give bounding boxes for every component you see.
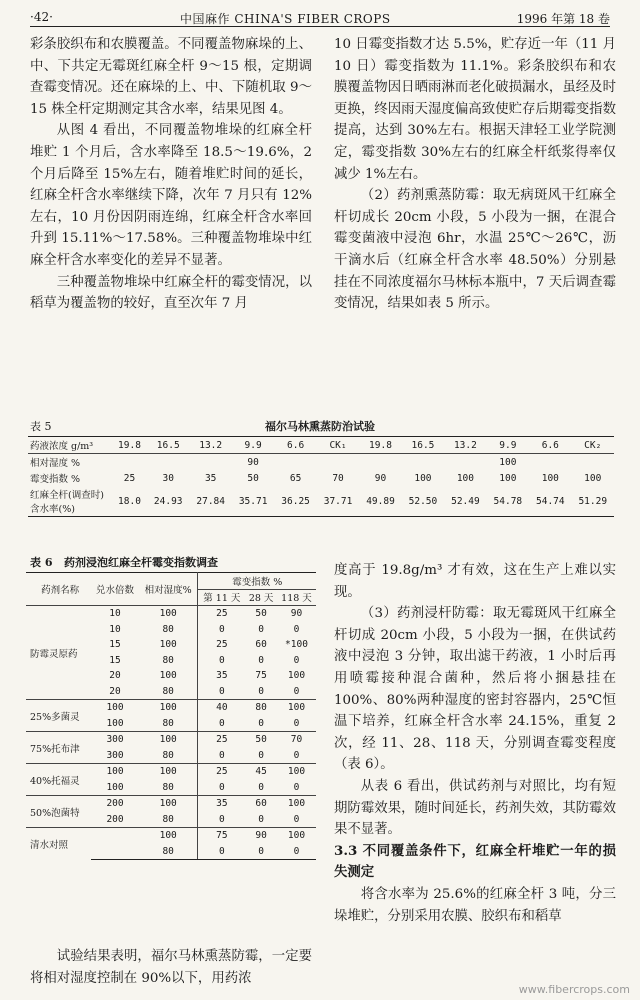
table5-cell: 18.0: [112, 486, 147, 517]
table6-cell: 300: [106, 749, 124, 761]
table6-cell: 35: [198, 796, 245, 812]
table5-cell: CK₁: [317, 437, 359, 454]
table6-cell: 0: [218, 685, 225, 697]
table6-row: [26, 700, 316, 716]
table6-cell: 80: [139, 748, 198, 764]
table5-label: 表 5: [30, 420, 52, 433]
table6-cell: 15: [109, 654, 121, 666]
table5-cell: [147, 454, 189, 471]
table6-cell: 0: [293, 685, 300, 697]
table6-cell: 0: [198, 844, 245, 860]
table5-cell: 19.8: [359, 437, 401, 454]
table5-cell: [444, 454, 486, 471]
table6-cell: 0: [293, 813, 300, 825]
table6-cell: 0: [258, 717, 264, 729]
table6-group-name: 25%多菌灵: [26, 700, 91, 732]
table5-cell: 13.2: [189, 437, 231, 454]
table6-caption: [30, 554, 218, 570]
table6-cell: 100: [277, 764, 316, 780]
paragraph: 度高于 19.8g/m³ 才有效，这在生产上难以实现。: [334, 563, 616, 600]
watermark: www.fibercrops.com: [518, 983, 630, 996]
table6-cell: 100: [139, 606, 198, 622]
table5-cell: 36.25: [274, 486, 316, 517]
table6-cell: 20: [109, 670, 121, 682]
table5-cell: 16.5: [147, 437, 189, 454]
table6-cell: 100: [139, 637, 198, 653]
table5-cell: 35: [204, 472, 217, 484]
table6-cell: 25: [198, 732, 245, 748]
table6-cell: 100: [277, 700, 316, 716]
table6-cell: 100: [277, 796, 316, 812]
paragraph: 三种覆盖物堆垛中红麻全杆的霉变情况，以稻草为覆盖物的较好，直至次年 7 月: [30, 274, 312, 312]
table6-cell: 80: [139, 780, 198, 796]
col-header-dilution: 兑水倍数: [91, 573, 139, 606]
table5-cell: 16.5: [402, 437, 444, 454]
table6-cell: 80: [139, 716, 198, 732]
table5-cell: 19.8: [112, 437, 147, 454]
table5-row-label: 霉变指数 %: [30, 474, 81, 485]
table6-cell: 80: [139, 812, 198, 828]
table5-cell: 65: [289, 472, 302, 484]
table6-cell: 0: [218, 781, 225, 793]
table6-cell: 0: [293, 717, 300, 729]
table5-cell: 70: [332, 472, 344, 484]
table5-cell: 30: [162, 472, 174, 484]
table6-cell: 0: [277, 844, 316, 860]
paragraph: （2）药剂熏蒸防霉：取无病斑风干红麻全杆切成长 20cm 小段，5 小段为一捆，在混合霉变菌液中浸泡 6hr，水温 25℃～26℃，沥干滴水后（红麻全杆含水率 48.50%）分别悬挂在不同浓度福尔马林标本瓶中，7 天后调查霉变情况，结果如表 5 所示。: [334, 188, 616, 312]
table6-cell: 60: [255, 639, 267, 651]
table6-row: [26, 796, 316, 812]
paragraph: 从图 4 看出，不同覆盖物堆垛的红麻全杆堆贮 1 个月后，含水率降至 18.5～19.6%，2 个月后降至 15%左右，随着堆贮时间的延长，红麻全杆含水率继续下降，次年 7 月只有 12%左右，10 月份因阴雨连绵，红麻全杆含水率回升到 15.11%～17.58%。三种覆盖物堆垛中红麻全杆含水率变化的差异不显著。: [30, 123, 312, 268]
col-header-day28: 28 天: [248, 593, 274, 605]
table6-cell: 20: [109, 685, 121, 697]
table5-cell: 52.49: [444, 486, 486, 517]
table6-cell: 300: [91, 732, 139, 748]
table6-cell: 0: [218, 749, 225, 761]
table5-cell: 100: [541, 472, 559, 484]
table6-cell: 50: [245, 606, 277, 622]
issue-info: 1996 年第 18 卷: [516, 12, 610, 26]
table6-cell: 200: [106, 813, 124, 825]
table6-cell: 70: [277, 732, 316, 748]
table6-cell: 60: [245, 796, 277, 812]
table6-row: [26, 606, 316, 622]
table6-row: [26, 732, 316, 748]
table6-cell: 80: [139, 653, 198, 669]
table6-cell: 100: [91, 764, 139, 780]
table5-cell: 13.2: [444, 437, 486, 454]
table6-cell: 0: [245, 844, 277, 860]
table5-row: [28, 437, 614, 454]
table6-cell: 100: [139, 828, 198, 844]
table5-row-label: 红麻全杆(调查时)含水率(%): [28, 486, 112, 517]
table5-cell: 54.74: [529, 486, 571, 517]
table6-row: [26, 828, 316, 844]
table6-cell: 50: [245, 732, 277, 748]
table5: [28, 436, 614, 517]
table6-cell: 40: [198, 700, 245, 716]
left-column-bottom: [30, 946, 312, 989]
table6-cell: 100: [277, 828, 316, 844]
table6-cell: [91, 828, 139, 844]
table6-cell: 80: [139, 844, 198, 860]
paragraph: 从表 6 看出，供试药剂与对照比，均有短期防霉效果，随时间延长，药剂失效，其防霉效果不显著。: [334, 778, 616, 838]
running-header: [30, 8, 610, 27]
table6-cell: 0: [258, 685, 264, 697]
table6-group-name: 防霉灵原药: [26, 606, 91, 700]
table6-cell: 25: [198, 764, 245, 780]
table6-cell: 0: [218, 813, 225, 825]
table6-label: 表 6: [30, 556, 53, 569]
table5-cell: 6.6: [274, 437, 316, 454]
table5-cell: 37.71: [317, 486, 359, 517]
table5-cell: 6.6: [529, 437, 571, 454]
table6-group-name: 50%泡菌特: [26, 796, 91, 828]
table5-cell: [572, 454, 614, 471]
table5-cell: [402, 454, 444, 471]
table6-cell: *100: [285, 639, 308, 651]
table6-cell: 75: [198, 828, 245, 844]
table6-cell: 100: [139, 700, 198, 716]
left-column-top: [30, 34, 312, 315]
table6-cell: 80: [139, 622, 198, 638]
table5-row-label: 药液浓度 g/m³: [28, 437, 112, 454]
table5-cell: CK₂: [572, 437, 614, 454]
table5-cell: [274, 454, 316, 471]
paragraph: 彩条胶织布和农膜覆盖。不同覆盖物麻垛的上、中、下共定无霉斑红麻全杆 9～15 根，定期调查霉变情况。还在麻垛的上、中、下随机取 9～15 株全杆定期测定其含水率，结果见图 4。: [30, 37, 312, 117]
table6-cell: 35: [216, 670, 228, 682]
table5-cell: 100: [414, 472, 432, 484]
table5-cell: [317, 454, 359, 471]
table6-group-name: 清水对照: [26, 828, 91, 860]
table6-title: 药剂浸泡红麻全杆霉变指数调查: [63, 556, 218, 569]
table6-cell: 0: [293, 623, 300, 635]
table6-cell: 0: [293, 781, 300, 793]
table6-cell: 200: [91, 796, 139, 812]
table6-cell: 0: [218, 654, 225, 666]
table6-cell: 10: [109, 623, 121, 635]
paragraph: （3）药剂浸杆防霉：取无霉斑风干红麻全杆切成 20cm 小段，5 小段为一捆，在供试药液中浸泡 3 分钟，取出滤干药液，1 小时后再用喷霉接种混合菌种，然后将小捆悬挂在 100%、80%两种湿度的密封容器内，25℃恒温下培养，红麻全杆含水率 24.15%，重复 2 次，经 11、28、118 天，分别调查霉变程度（表 6）。: [334, 606, 616, 773]
table6-cell: 0: [258, 623, 264, 635]
table6-cell: 80: [245, 700, 277, 716]
table6-cell: 100: [139, 764, 198, 780]
table6-cell: 90: [277, 606, 316, 622]
table5-cell: 90: [247, 456, 259, 468]
table6-cell: 0: [258, 813, 264, 825]
table6-cell: 0: [258, 781, 264, 793]
table5-cell: 54.78: [487, 486, 529, 517]
paragraph: 试验结果表明，福尔马林熏蒸防霉，一定要将相对湿度控制在 90%以下，用药浓: [30, 949, 312, 986]
right-column-bottom: [334, 560, 616, 927]
paragraph: 将含水率为 25.6%的红麻全杆 3 吨，分三垛堆贮，分别采用农膜、胶织布和稻草: [334, 886, 616, 924]
table6-cell: 0: [258, 654, 264, 666]
table5-cell: [112, 454, 147, 471]
table6-cell: 75: [255, 670, 267, 682]
table6-cell: 45: [245, 764, 277, 780]
col-header-humidity: 相对湿度%: [139, 573, 198, 606]
table5-cell: 9.9: [487, 437, 529, 454]
table6-cell: 90: [245, 828, 277, 844]
table6-cell: 80: [139, 684, 198, 700]
table6-cell: 25: [198, 606, 245, 622]
journal-name: 中国麻作 CHINA'S FIBER CROPS: [180, 12, 391, 26]
col-header-day118: 118 天: [281, 593, 312, 605]
table6-cell: 100: [106, 781, 124, 793]
table6-group-name: 40%托福灵: [26, 764, 91, 796]
table6-cell: 0: [218, 623, 225, 635]
table6-group-name: 75%托布津: [26, 732, 91, 764]
table6-cell: 0: [258, 749, 264, 761]
table6-cell: 100: [287, 670, 306, 682]
table5-cell: 50: [247, 472, 259, 484]
table6-row: [26, 764, 316, 780]
page-number: ·42·: [30, 10, 53, 24]
table6-cell: 100: [139, 796, 198, 812]
table5-cell: 25: [123, 472, 136, 484]
table5-row: [28, 470, 614, 486]
table5-title: 福尔马林熏蒸防治试验: [265, 420, 375, 433]
table5-cell: [529, 454, 571, 471]
table5-cell: [189, 454, 231, 471]
table5-cell: 35.71: [232, 486, 274, 517]
table6-cell: 25: [216, 639, 228, 651]
table5-cell: 49.89: [359, 486, 401, 517]
table5-row: [28, 454, 614, 471]
table6-cell: 0: [293, 749, 300, 761]
table6-cell: 100: [91, 700, 139, 716]
table6-cell: 0: [218, 717, 225, 729]
table5-cell: 24.93: [147, 486, 189, 517]
table5-cell: 100: [499, 456, 517, 468]
table6-cell: [91, 844, 139, 860]
table6-cell: 10: [91, 606, 139, 622]
table6-cell: 0: [293, 654, 300, 666]
table6-cell: 100: [139, 732, 198, 748]
table5-row-label: 相对湿度 %: [30, 458, 81, 469]
section-heading: 3.3 不同覆盖条件下，红麻全杆堆贮一年的损失测定: [334, 842, 616, 881]
table5-row: [28, 486, 614, 517]
paragraph: 10 日霉变指数才达 5.5%，贮存近一年（11 月 10 日）霉变指数为 11.1%。彩条胶织布和农膜覆盖物因日晒雨淋而老化破损漏水，虽经及时更换，终因雨天湿度偏高致使贮存后期霉变指数提高，达到 30%左右。根据天津轻工业学院测定，霉变指数 30%左右的红麻全杆纸浆得率仅减少 1%左右。: [334, 37, 616, 182]
table5-cell: 51.29: [572, 486, 614, 517]
table5-cell: 9.9: [232, 437, 274, 454]
table6-cell: 100: [106, 717, 124, 729]
table5-cell: 100: [584, 472, 602, 484]
table5-cell: [359, 454, 401, 471]
table5-cell: 52.50: [402, 486, 444, 517]
col-header-name: 药剂名称: [26, 573, 91, 606]
table5-cell: 27.84: [189, 486, 231, 517]
right-column-top: [334, 34, 616, 315]
table5-cell: 100: [456, 472, 474, 484]
table6: [26, 572, 316, 860]
table5-cell: 100: [499, 472, 517, 484]
table6-cell: 100: [139, 668, 198, 684]
col-header-day11: 第 11 天: [203, 593, 241, 605]
table6-cell: 15: [109, 639, 121, 651]
table5-cell: 90: [374, 472, 387, 484]
col-header-index-group: 霉变指数 %: [198, 573, 316, 590]
